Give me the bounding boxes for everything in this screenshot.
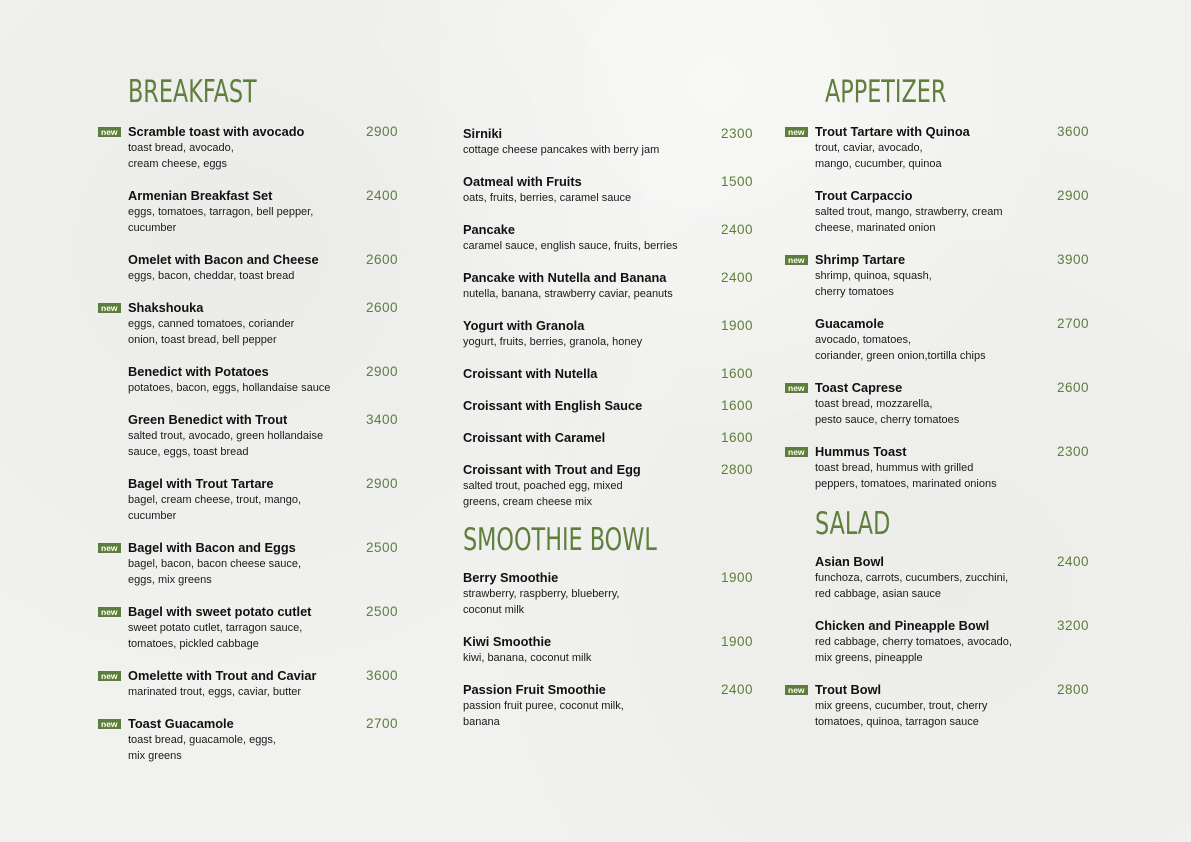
item-name: Croissant with Caramel (463, 430, 606, 445)
item-price: 3200 (1057, 618, 1090, 633)
smoothie-bowl-title: SMOOTHIE BOWL (463, 522, 657, 558)
item-price: 2300 (1057, 444, 1090, 459)
item-description: shrimp, quinoa, squash, cherry tomatoes (815, 270, 932, 298)
item-name: Bagel with Trout Tartare (128, 476, 274, 491)
item-price: 2400 (721, 222, 754, 237)
item-name: Berry Smoothie (463, 570, 559, 585)
item-price: 2400 (721, 270, 754, 285)
item-price: 2900 (366, 476, 399, 491)
item-price: 1900 (721, 318, 754, 333)
item-description: caramel sauce, english sauce, fruits, berries (463, 240, 678, 252)
item-name: Trout Bowl (815, 682, 882, 697)
item-name: Benedict with Potatoes (128, 364, 269, 379)
item-name: Omelette with Trout and Caviar (128, 668, 317, 683)
new-badge: new (785, 127, 808, 137)
item-price: 2700 (1057, 316, 1090, 331)
item-description: trout, caviar, avocado, mango, cucumber, quinoa (815, 142, 942, 170)
item-name: Hummus Toast (815, 444, 907, 459)
item-price: 2300 (721, 126, 754, 141)
item-name: Croissant with Nutella (463, 366, 598, 381)
item-name: Shrimp Tartare (815, 252, 906, 267)
item-price: 2400 (366, 188, 399, 203)
item-name: Croissant with Trout and Egg (463, 462, 641, 477)
item-description: bagel, cream cheese, trout, mango, cucumber (128, 494, 302, 522)
item-description: eggs, canned tomatoes, coriander onion, toast bread, bell pepper (128, 318, 295, 346)
item-description: strawberry, raspberry, blueberry, coconut milk (463, 588, 620, 616)
new-badge: new (785, 255, 808, 265)
appetizer-title: APPETIZER (825, 74, 947, 110)
item-name: Green Benedict with Trout (128, 412, 288, 427)
item-description: funchoza, carrots, cucumbers, zucchini, red cabbage, asian sauce (815, 572, 1009, 600)
new-badge: new (98, 719, 121, 729)
item-description: cottage cheese pancakes with berry jam (463, 144, 660, 156)
item-price: 2600 (1057, 380, 1090, 395)
item-price: 2600 (366, 300, 399, 315)
item-name: Guacamole (815, 316, 884, 331)
item-price: 3900 (1057, 252, 1090, 267)
item-price: 1600 (721, 366, 754, 381)
item-description: yogurt, fruits, berries, granola, honey (463, 336, 643, 348)
item-price: 2600 (366, 252, 399, 267)
new-badge: new (98, 127, 121, 137)
item-name: Asian Bowl (815, 554, 884, 569)
item-name: Toast Guacamole (128, 716, 234, 731)
new-badge: new (98, 543, 121, 553)
item-name: Yogurt with Granola (463, 318, 585, 333)
item-description: eggs, tomatoes, tarragon, bell pepper, cucumber (128, 206, 314, 234)
item-description: sweet potato cutlet, tarragon sauce, tomatoes, pickled cabbage (128, 622, 303, 650)
item-price: 2900 (366, 124, 399, 139)
item-name: Armenian Breakfast Set (128, 188, 273, 203)
item-price: 2800 (721, 462, 754, 477)
item-description: nutella, banana, strawberry caviar, peanuts (463, 288, 673, 300)
item-name: Shakshouka (128, 300, 204, 315)
item-description: marinated trout, eggs, caviar, butter (128, 686, 302, 698)
item-price: 2500 (366, 540, 399, 555)
item-description: toast bread, mozzarella, pesto sauce, cherry tomatoes (815, 398, 960, 426)
item-name: Scramble toast with avocado (128, 124, 305, 139)
item-name: Sirniki (463, 126, 503, 141)
item-price: 2400 (1057, 554, 1090, 569)
item-price: 2800 (1057, 682, 1090, 697)
item-description: passion fruit puree, coconut milk, banana (463, 700, 624, 728)
item-name: Pancake (463, 222, 515, 237)
new-badge: new (98, 303, 121, 313)
item-description: salted trout, avocado, green hollandaise sauce, eggs, toast bread (128, 430, 324, 458)
new-badge: new (785, 685, 808, 695)
item-name: Croissant with English Sauce (463, 398, 643, 413)
item-price: 1900 (721, 634, 754, 649)
item-description: salted trout, mango, strawberry, cream cheese, marinated onion (815, 206, 1003, 234)
item-name: Bagel with Bacon and Eggs (128, 540, 296, 555)
item-description: red cabbage, cherry tomatoes, avocado, mix greens, pineapple (815, 636, 1012, 664)
item-description: toast bread, hummus with grilled peppers, tomatoes, marinated onions (815, 462, 997, 490)
new-badge: new (785, 447, 808, 457)
item-description: mix greens, cucumber, trout, cherry tomatoes, quinoa, tarragon sauce (815, 700, 988, 728)
item-description: eggs, bacon, cheddar, toast bread (128, 270, 295, 282)
item-price: 2700 (366, 716, 399, 731)
item-description: bagel, bacon, bacon cheese sauce, eggs, mix greens (128, 558, 302, 586)
item-description: kiwi, banana, coconut milk (463, 652, 592, 664)
item-description: toast bread, avocado, cream cheese, eggs (128, 142, 234, 170)
item-price: 2900 (366, 364, 399, 379)
item-price: 2400 (721, 682, 754, 697)
item-description: avocado, tomatoes, coriander, green onion,tortilla chips (815, 334, 986, 362)
item-description: oats, fruits, berries, caramel sauce (463, 192, 632, 204)
item-name: Chicken and Pineapple Bowl (815, 618, 990, 633)
item-price: 1600 (721, 430, 754, 445)
new-badge: new (785, 383, 808, 393)
item-description: salted trout, poached egg, mixed greens, cream cheese mix (463, 480, 623, 508)
item-price: 1900 (721, 570, 754, 585)
item-name: Toast Caprese (815, 380, 903, 395)
item-price: 3600 (366, 668, 399, 683)
item-name: Trout Carpaccio (815, 188, 913, 203)
item-price: 1600 (721, 398, 754, 413)
item-name: Trout Tartare with Quinoa (815, 124, 970, 139)
item-name: Kiwi Smoothie (463, 634, 552, 649)
item-price: 3400 (366, 412, 399, 427)
item-description: potatoes, bacon, eggs, hollandaise sauce (128, 382, 331, 394)
salad-title: SALAD (815, 506, 891, 542)
item-name: Passion Fruit Smoothie (463, 682, 606, 697)
item-price: 2500 (366, 604, 399, 619)
item-name: Omelet with Bacon and Cheese (128, 252, 319, 267)
item-price: 2900 (1057, 188, 1090, 203)
item-price: 1500 (721, 174, 754, 189)
item-price: 3600 (1057, 124, 1090, 139)
new-badge: new (98, 607, 121, 617)
item-name: Oatmeal with Fruits (463, 174, 582, 189)
new-badge: new (98, 671, 121, 681)
item-name: Bagel with sweet potato cutlet (128, 604, 312, 619)
item-name: Pancake with Nutella and Banana (463, 270, 667, 285)
item-description: toast bread, guacamole, eggs, mix greens (128, 734, 276, 762)
breakfast-title: BREAKFAST (128, 74, 257, 110)
